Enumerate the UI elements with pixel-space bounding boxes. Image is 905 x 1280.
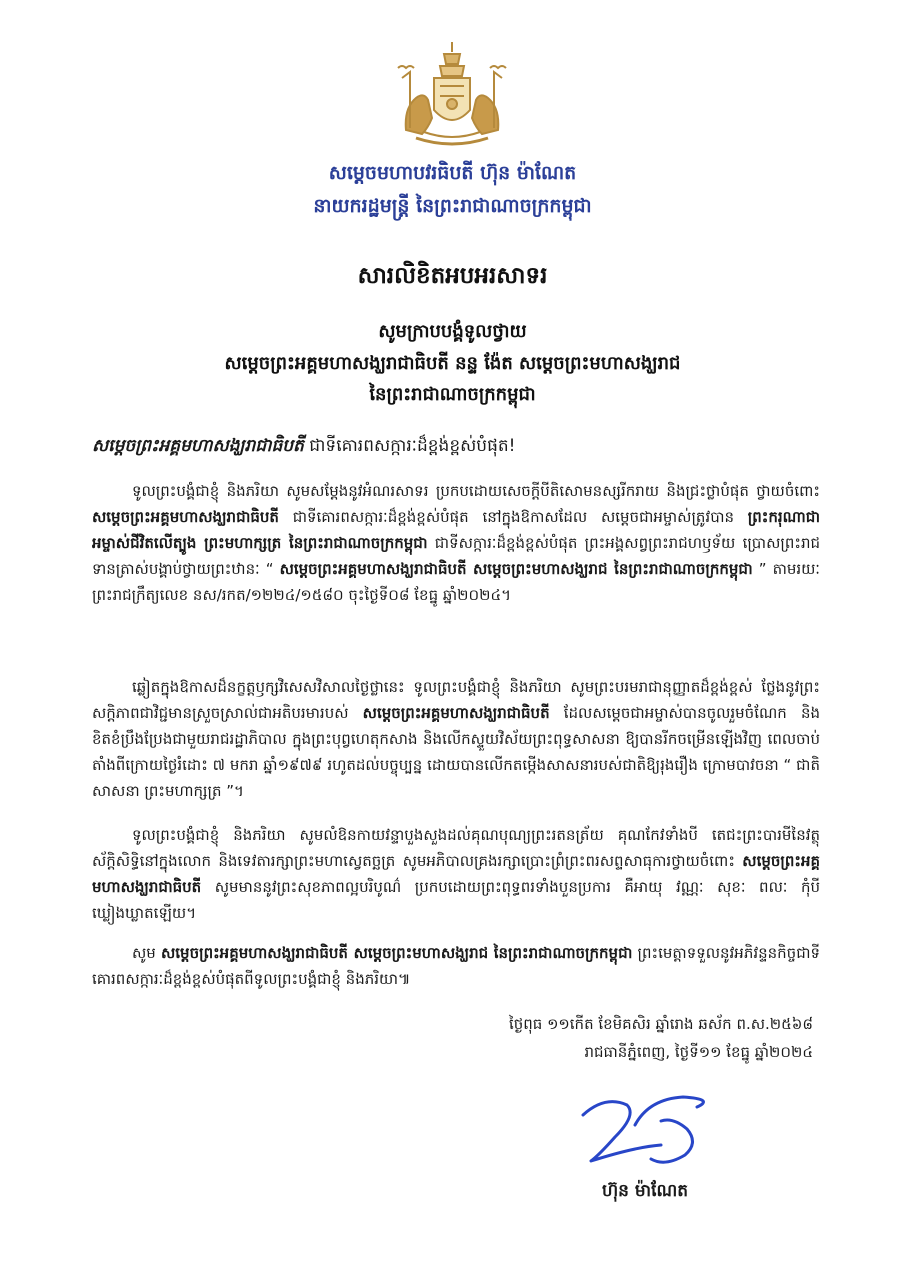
address-line-3: នៃព្រះរាជាណាចក្រកម្ពុជា <box>369 384 536 405</box>
signer-name: ហ៊ុន ម៉ាណែត <box>601 1181 689 1201</box>
document-title: សារលិខិតអបអរសាទរ <box>357 263 548 289</box>
lunar-date: ថ្ងៃពុធ ១១កើត ខែមិគសិរ ឆ្នាំរោង ឆស័ក ព.ស.២៥៦៨ <box>508 1015 813 1033</box>
handwritten-signature <box>565 1085 730 1175</box>
sender-office: នាយករដ្ឋមន្ត្រី នៃព្រះរាជាណាចក្រកម្ពុជា <box>313 195 592 217</box>
solar-date: រាជធានីភ្នំពេញ, ថ្ងៃទី១១ ខែធ្នូ ឆ្នាំ២០២៤ <box>584 1043 813 1061</box>
paragraph-4: សូម សម្តេចព្រះអគ្គមហាសង្ឃរាជាធិបតី សម្តេចព្រះមហាសង្ឃរាជ នៃព្រះរាជាណាចក្រកម្ពុជា ព្រះមេត្តាទទួលនូវអភិវន្ទនកិច្ចជាទីគោរពសក្ការៈដ៏ខ្ពង់ខ្ពស់បំផុតពីទូលព្រះបង្គំជាខ្ញុំ និងភរិយា៕ <box>92 944 821 988</box>
address-line-1: សូមក្រាបបង្គំទូលថ្វាយ <box>378 321 527 342</box>
paragraph-3: ទូលព្រះបង្គំជាខ្ញុំ និងភរិយា សូមលំឱនកាយវន្ទាបួងសួងដល់គុណបុណ្យព្រះរតនត្រ័យ គុណកែវទាំងបី តេជះព្រះបារមីនៃវត្ថុស័ក្តិសិទ្ធិនៅក្នុងលោក និងទេវតារក្សាព្រះមហាស្វេតច្ឆត្រ សូមអភិបាលគ្រងរក្សាប្រោះព្រំព្រះពរសព្ទសាធុការថ្វាយចំពោះ សម្តេចព្រះអគ្គមហាសង្ឃរាជាធិបតី សូមមាននូវព្រះសុខភាពល្អបរិបូណ៌ ប្រកបដោយព្រះពុទ្ធពរទាំងបួនប្រការ គឺអាយុ វណ្ណៈ សុខៈ ពលៈ កុំបីឃ្លៀងឃ្លាតឡើយ។ <box>92 826 820 922</box>
salutation <box>92 432 822 460</box>
address-line-2: សម្តេចព្រះអគ្គមហាសង្ឃរាជាធិបតី នន្ទ ង៉ែត សម្តេចព្រះមហាសង្ឃរាជ <box>224 353 681 374</box>
paragraph-2: ឆ្លៀតក្នុងឱកាសដ៏នក្ខត្តឫក្សវិសេសវិសាលថ្ងៃថ្លានេះ ទូលព្រះបង្គំជាខ្ញុំ និងភរិយា សូមព្រះបរមរាជានុញ្ញាតដ៏ខ្ពង់ខ្ពស់ ថ្លែងនូវព្រះសក្តិភាពជាវិជ្ជមានស្រួចស្រាល់ជាអតិបរមារបស់ សម្តេចព្រះអគ្គមហាសង្ឃរាជាធិបតី ដែលសម្តេចជាអម្ចាស់បានចូលរួមចំណែក និងខិតខំប្រឹងប្រែងជាមួយរាជរដ្ឋាភិបាល ក្នុងព្រះបុព្វហេតុកសាង និងលើកស្ទួយវិស័យព្រះពុទ្ធសាសនា ឱ្យបានរីកចម្រើនឡើងវិញ ពេលចាប់តាំងពីក្រោយថ្ងៃរំដោះ ៧ មករា ឆ្នាំ១៩៧៩ រហូតដល់បច្ចុប្បន្ន ដោយបានលើកតម្កើងសាសនារបស់ជាតិឱ្យរុងរឿង ក្រោមបាវចនា “ ជាតិ សាសនា ព្រះមហាក្សត្រ ”។ <box>92 678 820 800</box>
sender-title: សម្តេចមហាបវរធិបតី ហ៊ុន ម៉ាណែត <box>328 162 577 184</box>
paragraph-1: ទូលព្រះបង្គំជាខ្ញុំ និងភរិយា សូមសម្តែងនូវអំណរសាទរ ប្រកបដោយសេចក្តីបីតិសោមនស្សរីករាយ និងជ្រះថ្លាបំផុត ថ្វាយចំពោះ សម្តេចព្រះអគ្គមហាសង្ឃរាជាធិបតី ជាទីគោរពសក្ការៈដ៏ខ្ពង់ខ្ពស់បំផុត នៅក្នុងឱកាសដែល សម្តេចជាអម្ចាស់ត្រូវបាន ព្រះករុណាជាអម្ចាស់ជីវិតលើត្បូង ព្រះមហាក្សត្រ នៃព្រះរាជាណាចក្រកម្ពុជា ជាទីសក្ការៈដ៏ខ្ពង់ខ្ពស់បំផុត ព្រះអង្គសព្វព្រះរាជហឫទ័យ ប្រោសព្រះរាជទានត្រាស់បង្គាប់ថ្វាយព្រះឋានៈ “ សម្តេចព្រះអគ្គមហាសង្ឃរាជាធិបតី សម្តេចព្រះមហាសង្ឃរាជ នៃព្រះរាជាណាចក្រកម្ពុជា ” តាមរយៈព្រះរាជក្រឹត្យលេខ នស/រកត/១២២៤/១៥៨០ ចុះថ្ងៃទី០៨ ខែធ្នូ ឆ្នាំ២០២៤។ <box>92 482 820 604</box>
salutation-rest: ជាទីគោរពសក្ការៈដ៏ខ្ពង់ខ្ពស់បំផុត! <box>303 436 516 456</box>
salutation-name: សម្តេចព្រះអគ្គមហាសង្ឃរាជាធិបតី <box>92 436 304 456</box>
royal-arms-emblem <box>388 38 516 150</box>
